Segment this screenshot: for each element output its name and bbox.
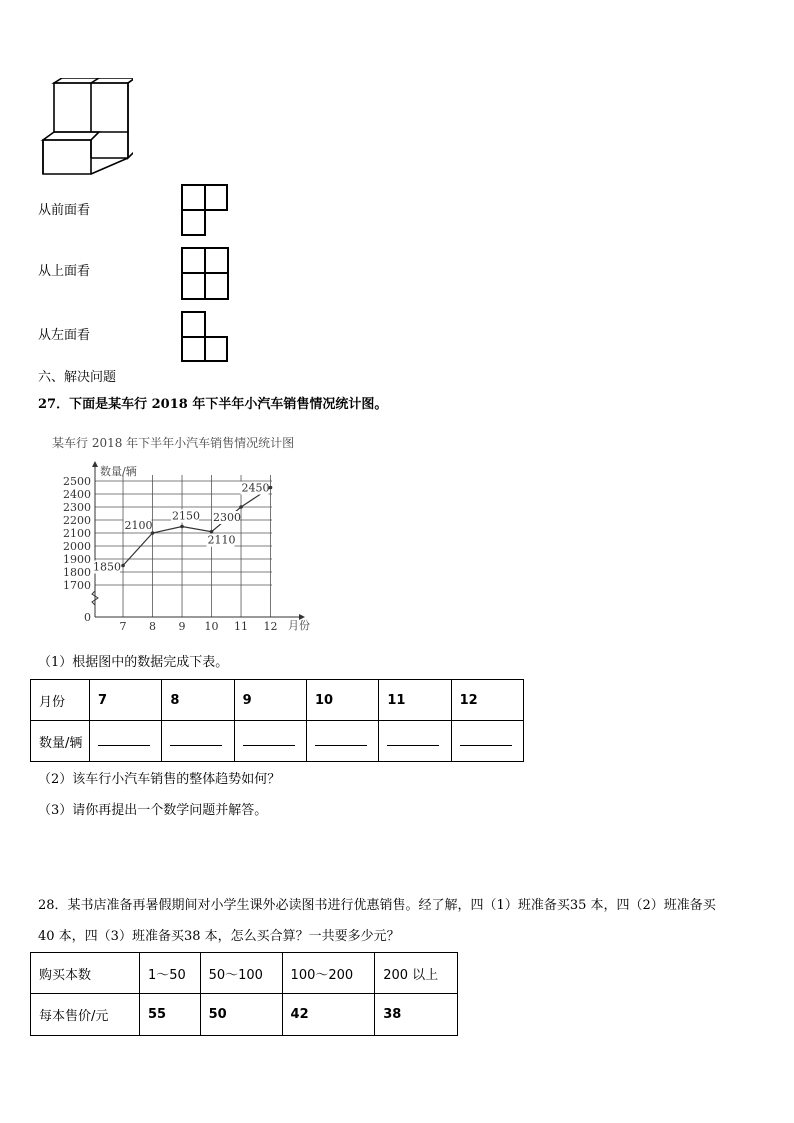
q28-table-header-count: 购买本数 [31,953,140,994]
q27-table-month: 8 [162,680,234,721]
q27-table-month: 9 [234,680,306,721]
q28-table-range: 50～100 [200,953,282,994]
q28-table-price: 38 [375,994,458,1036]
x-tick-label: 7 [119,620,127,633]
y-tick-label: 0 [84,611,91,624]
q27-sub1: （1）根据图中的数据完成下表。 [38,655,229,670]
x-tick-label: 10 [204,620,219,633]
y-tick-label: 2300 [63,501,91,514]
q28-table-range: 200 以上 [375,953,458,994]
answer-blank[interactable] [90,721,162,762]
y-tick-label: 1700 [63,579,91,592]
left-view-label: 从左面看 [38,328,91,343]
data-label: 2100 [124,519,153,532]
q27-table-month: 12 [451,680,523,721]
answer-blank[interactable] [306,721,378,762]
y-tick-label: 2400 [63,488,91,501]
data-label: 2300 [213,511,242,524]
q27-sub2: （2）该车行小汽车销售的整体趋势如何？ [38,772,281,787]
sales-line-chart [40,430,340,640]
answer-blank[interactable] [379,721,451,762]
data-label: 2110 [207,533,236,547]
y-tick-label: 2000 [63,540,91,553]
q27-table-month: 7 [90,680,162,721]
top-view-label: 从上面看 [38,264,91,279]
q28-table-header-price: 每本售价/元 [31,994,140,1036]
section-title: 六、解决问题 [38,370,117,385]
q27-table-header-month: 月份 [31,680,90,721]
q28-table-price: 50 [200,994,282,1036]
data-point [180,525,184,529]
data-label: 1850 [93,560,122,574]
y-tick-label: 2500 [63,475,91,488]
y-tick-label: 2100 [63,527,91,540]
answer-blank[interactable] [162,721,234,762]
q28-table-price: 42 [282,994,375,1036]
y-axis-arrow [92,461,98,467]
q28-line2: 40 本，四（3）班准备买38 本，怎么买合算？一共要多少元？ [38,929,400,944]
q28-price-table [30,952,458,1036]
x-tick-label: 12 [263,620,278,633]
x-tick-label: 11 [234,620,249,633]
x-tick-label: 8 [149,620,157,633]
y-tick-label: 1900 [63,553,91,566]
data-point [239,505,243,509]
x-tick-label: 9 [178,620,186,633]
y-tick-label: 2200 [63,514,91,527]
front-view-label: 从前面看 [38,203,91,218]
chart-title: 某车行 2018 年下半年小汽车销售情况统计图 [52,436,295,450]
answer-blank[interactable] [234,721,306,762]
y-tick-label: 1800 [63,566,91,579]
q27-table-month: 11 [379,680,451,721]
data-point [121,564,125,568]
q28-table-range: 100～200 [282,953,375,994]
q28-table-range: 1～50 [140,953,201,994]
cube-solid-figure [38,78,133,176]
answer-blank[interactable] [451,721,523,762]
data-label: 2150 [172,509,201,523]
q27-table-header-quantity: 数量/辆 [31,721,90,762]
data-label: 2450 [241,481,270,495]
q27-table [30,679,524,762]
q27-table-month: 10 [306,680,378,721]
chart-xlabel: 月份 [288,619,310,632]
q28-line1: 28．某书店准备再暑假期间对小学生课外必读图书进行优惠销售。经了解，四（1）班准备买35 本，四（2）班准备买 [38,898,716,913]
chart-ylabel: 数量/辆 [100,465,137,478]
q27-sub3: （3）请你再提出一个数学问题并解答。 [38,803,268,818]
q27-text: 27．下面是某车行 2018 年下半年小汽车销售情况统计图。 [38,397,388,412]
q28-table-price: 55 [140,994,201,1036]
